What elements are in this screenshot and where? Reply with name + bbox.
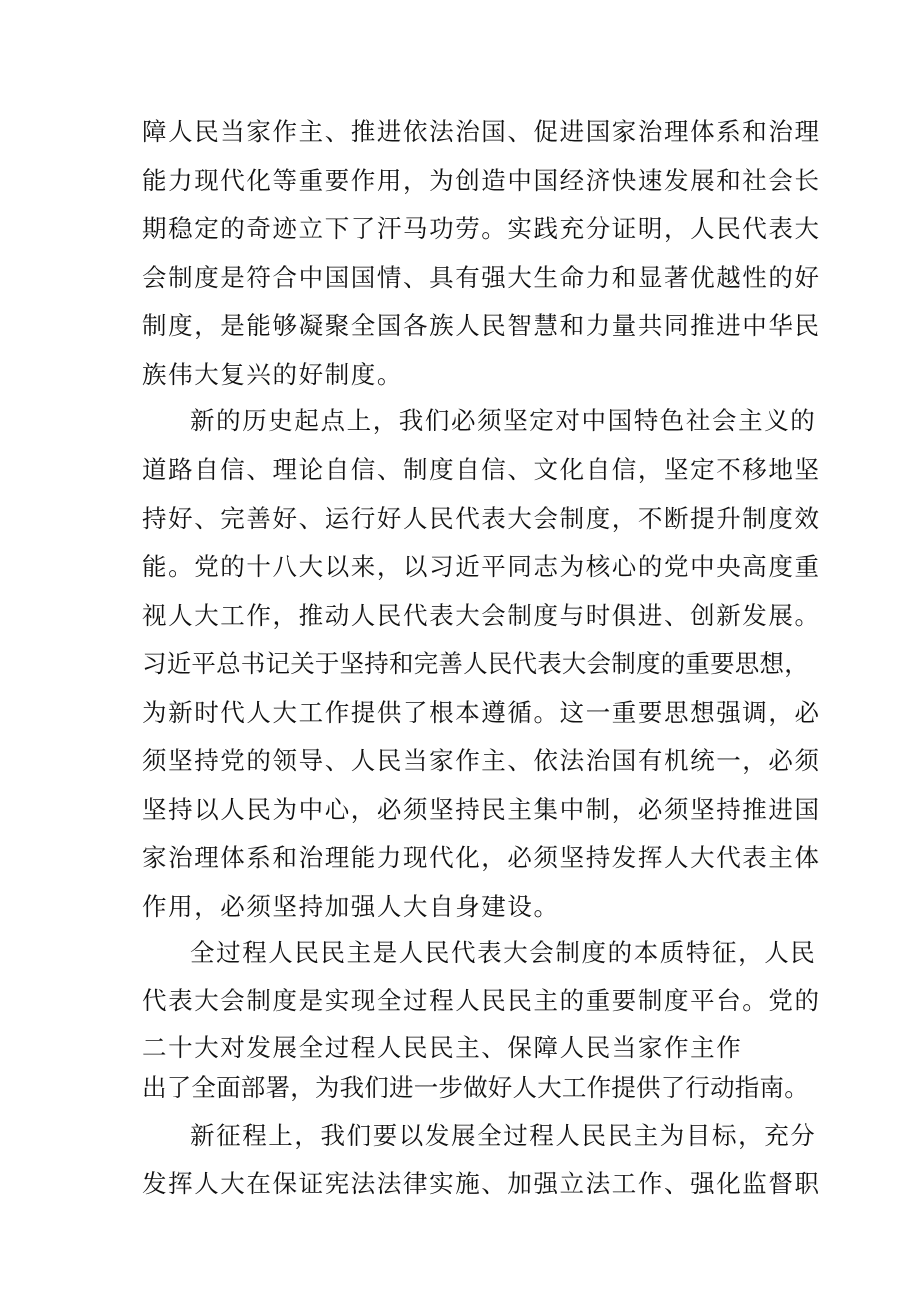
text-line: 障人民当家作主、推进依法治国、促进国家治理体系和治理 — [142, 117, 821, 146]
text-line: 须坚持党的领导、人民当家作主、依法治国有机统一，必须 — [142, 746, 821, 775]
text-line: 出了全面部署，为我们进一步做好人大工作提供了行动指南。 — [142, 1073, 809, 1102]
text-line: 习近平总书记关于坚持和完善人民代表大会制度的重要思想， — [142, 649, 809, 678]
text-line: 代表大会制度是实现全过程人民民主的重要制度平台。党的 — [142, 986, 821, 1015]
text-line: 视人大工作，推动人民代表大会制度与时俱进、创新发展。 — [142, 601, 821, 630]
text-line: 新征程上，我们要以发展全过程人民民主为目标，充分 — [190, 1121, 817, 1150]
text-line: 发挥人大在保证宪法法律实施、加强立法工作、强化监督职 — [142, 1169, 821, 1198]
text-line: 全过程人民民主是人民代表大会制度的本质特征，人民 — [190, 938, 817, 967]
text-line: 能。党的十八大以来，以习近平同志为核心的党中央高度重 — [142, 552, 821, 581]
text-line: 道路自信、理论自信、制度自信、文化自信，坚定不移地坚 — [142, 455, 821, 484]
text-line: 坚持以人民为中心，必须坚持民主集中制，必须坚持推进国 — [142, 795, 821, 824]
text-line: 作用，必须坚持加强人大自身建设。 — [142, 892, 560, 921]
text-line: 持好、完善好、运行好人民代表大会制度，不断提升制度效 — [142, 504, 821, 533]
text-line: 制度，是能够凝聚全国各族人民智慧和力量共同推进中华民 — [142, 311, 821, 340]
text-line: 为新时代人大工作提供了根本遵循。这一重要思想强调，必 — [142, 698, 821, 727]
text-line: 期稳定的奇迹立下了汗马功劳。实践充分证明，人民代表大 — [142, 214, 821, 243]
text-line: 族伟大复兴的好制度。 — [142, 360, 403, 389]
text-line: 会制度是符合中国国情、具有强大生命力和显著优越性的好 — [142, 263, 821, 292]
text-line: 二十大对发展全过程人民民主、保障人民当家作主作 — [142, 1033, 743, 1062]
text-line: 家治理体系和治理能力现代化，必须坚持发挥人大代表主体 — [142, 843, 821, 872]
text-line: 能力现代化等重要作用，为创造中国经济快速发展和社会长 — [142, 166, 821, 195]
text-line: 新的历史起点上，我们必须坚定对中国特色社会主义的 — [190, 406, 817, 435]
